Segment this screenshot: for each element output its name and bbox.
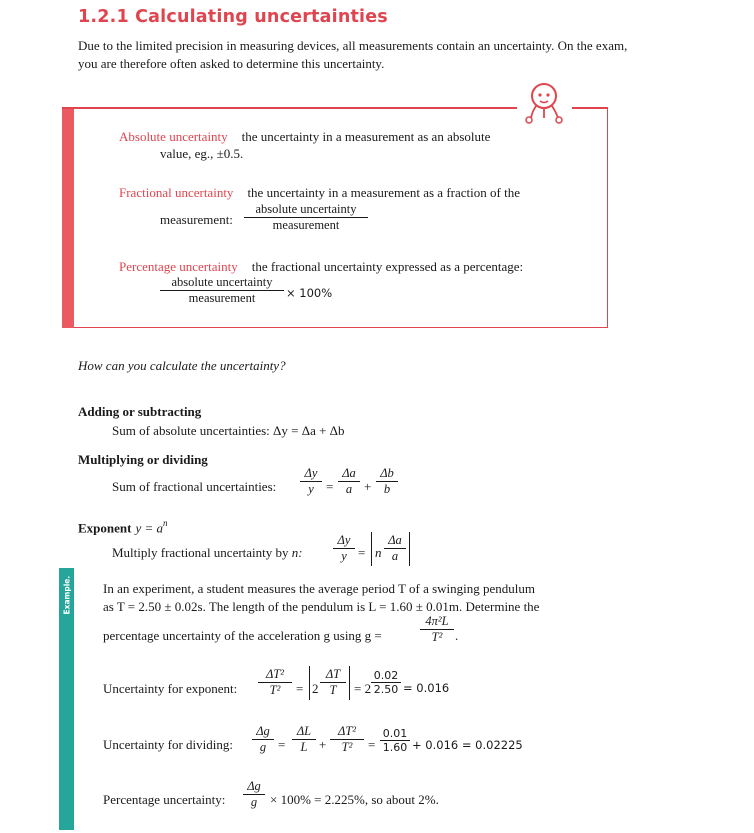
rule-add-text: Sum of absolute uncertainties: Δy = Δa + Δb: [112, 423, 345, 438]
definition-box-bar: [62, 107, 74, 328]
frac-g: 4π²L T²: [420, 614, 454, 645]
fraction-numerator: absolute uncertainty: [171, 275, 273, 289]
frac-da-a-exp: Δa a: [384, 533, 406, 564]
definition-box-topline: [62, 107, 517, 109]
example-label: Example.: [62, 575, 72, 615]
intro-paragraph: Due to the limited precision in measuring devices, all measurements contain an uncertainty. On the exam, you are therefore often asked to determine this uncertainty.: [78, 38, 628, 71]
percentage-fraction: [160, 275, 284, 306]
section-heading: 1.2.1 Calculating uncertainties: [78, 7, 388, 27]
fraction-denominator: measurement: [272, 218, 340, 232]
example-line-1: In an experiment, a student measures the average period T of a swinging pendulum: [103, 581, 536, 596]
absolute-text: the uncertainty in a measurement as an absolute: [241, 129, 491, 144]
percentage-times: × 100%: [286, 286, 333, 300]
absolute-term: Absolute uncertainty: [119, 129, 228, 144]
example-div-result: + 0.016 = 0.02225: [412, 738, 523, 752]
frac-dL-L: ΔL L: [292, 724, 316, 755]
frac-db-b: Δb b: [376, 466, 398, 497]
fractional-definition: [119, 184, 520, 202]
frac-002-250: 0.02 2.50: [371, 669, 401, 696]
rule-exp-n: n:: [291, 545, 303, 560]
percentage-text: the fractional uncertainty expressed as a percentage:: [251, 259, 524, 274]
frac-dg-g-pct: Δg g: [243, 779, 265, 810]
frac-dT-T: ΔT T: [320, 667, 346, 698]
frac-dy-y-exp: Δy y: [333, 533, 355, 564]
rule-exp-sup: n: [163, 518, 168, 528]
frac-da-a: Δa a: [338, 466, 360, 497]
robot-head-icon: [518, 78, 570, 126]
rule-add-title: Adding or subtracting: [78, 404, 202, 419]
rule-mult-lead: Sum of fractional uncertainties:: [112, 479, 277, 494]
percentage-term: Percentage uncertainty: [119, 259, 238, 274]
frac-dT2-T2: ΔT² T²: [258, 667, 292, 698]
example-line-3: percentage uncertainty of the acceleration g using g =: [103, 628, 382, 643]
percentage-definition: [119, 258, 523, 276]
frac-dT2-T2-div: ΔT² T²: [330, 724, 364, 755]
example-line-2: as T = 2.50 ± 0.02s. The length of the pendulum is L = 1.60 ± 0.01m. Determine the: [103, 599, 540, 614]
fractional-term: Fractional uncertainty: [119, 185, 234, 200]
rule-exp-title-row: [78, 518, 168, 537]
frac-001-160: 0.01 1.60: [380, 727, 410, 754]
example-div-lead: Uncertainty for dividing:: [103, 737, 233, 752]
fractional-lead: measurement:: [160, 212, 233, 227]
fraction-denominator: measurement: [188, 291, 256, 305]
rule-mult-title: Multiplying or dividing: [78, 452, 208, 467]
example-exp-result: = 0.016: [403, 681, 450, 695]
absolute-text-2: value, eg., ±0.5.: [160, 146, 244, 161]
fractional-text: the uncertainty in a measurement as a fraction of the: [247, 185, 520, 200]
rule-exp-title: Exponent: [78, 520, 132, 536]
example-pct-lead: Percentage uncertainty:: [103, 792, 226, 807]
rule-exp-lead-row: [112, 545, 303, 561]
fractional-fraction: [244, 202, 368, 233]
rule-exp-lead: Multiply fractional uncertainty by: [112, 545, 289, 560]
fraction-numerator: absolute uncertainty: [255, 202, 357, 216]
rule-exp-eq: y = a: [135, 520, 164, 536]
frac-dy-y: Δy y: [300, 466, 322, 497]
question-heading: How can you calculate the uncertainty?: [78, 358, 286, 373]
absolute-definition: [119, 128, 490, 146]
example-exp-lead: Uncertainty for exponent:: [103, 681, 238, 696]
example-pct-result: × 100% = 2.225%, so about 2%.: [270, 792, 439, 807]
definition-box-topline-right: [572, 107, 608, 109]
frac-dg-g: Δg g: [252, 724, 274, 755]
